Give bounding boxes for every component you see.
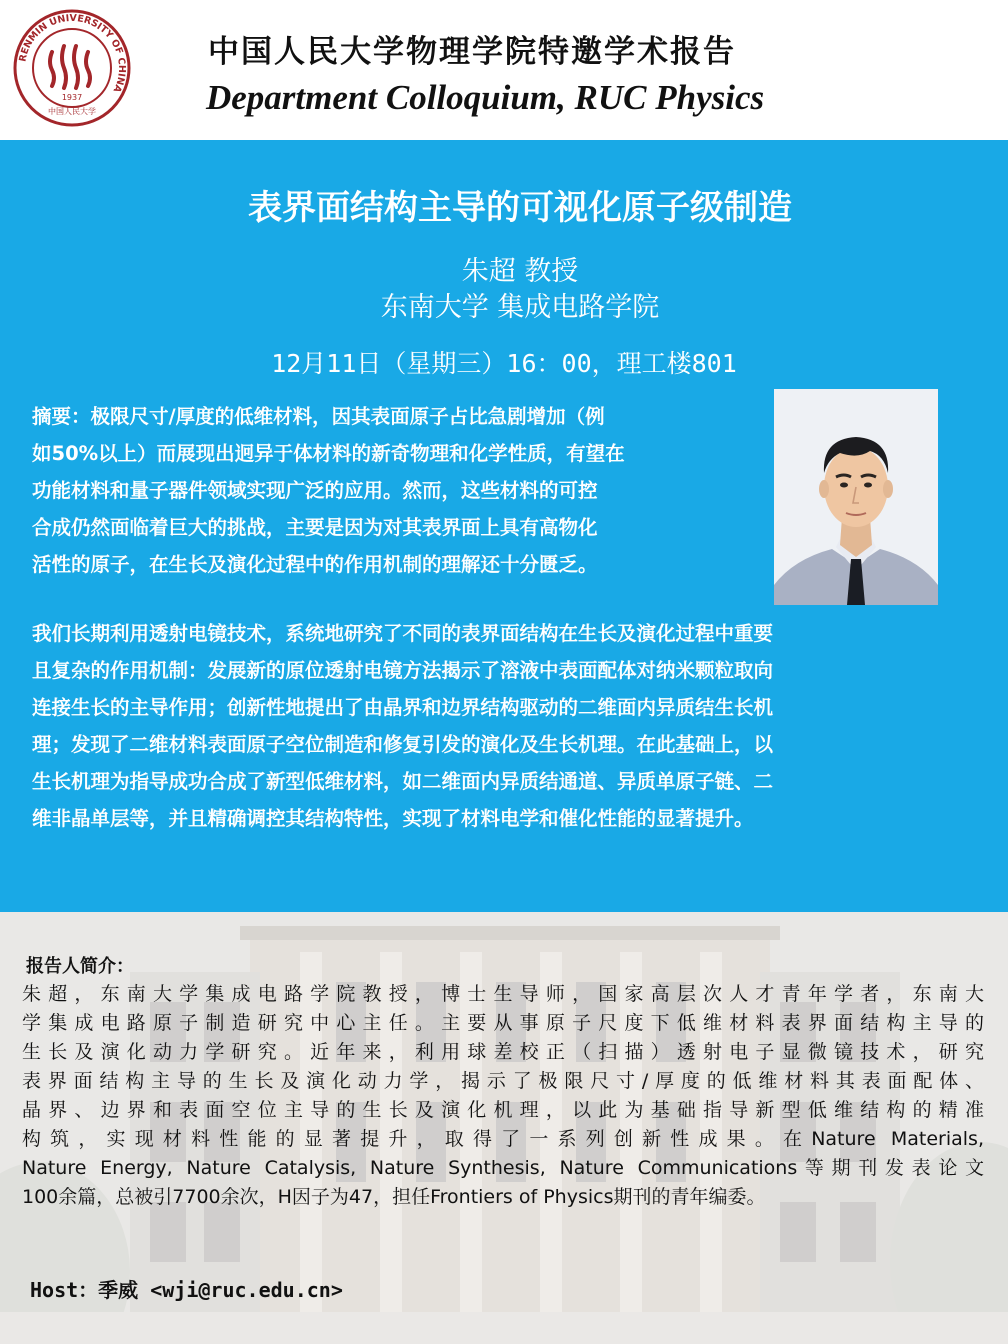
speaker-block: [0, 254, 1008, 326]
title-english: Department Colloquium, RUC Physics: [206, 78, 765, 117]
bio-line: Nature Energy, Nature Catalysis, Nature Synthesis, Nature Communications等期刊发表论文: [22, 1157, 984, 1179]
abstract-line: 合成仍然面临着巨大的挑战，主要是因为对其表界面上具有高物化: [32, 516, 598, 539]
bio-heading: 报告人简介：: [26, 956, 134, 977]
abstract-line: 连接生长的主导作用；创新性地提出了由晶界和边界结构驱动的二维面内异质结生长机: [32, 696, 774, 719]
bio-line: 晶界、边界和表面空位主导的生长及演化机理，以此为基础指导新型低维结构的精准: [22, 1099, 984, 1121]
bio-line: 生长及演化动力学研究。近年来，利用球差校正（扫描）透射电子显微镜技术，研究: [22, 1041, 984, 1063]
abstract-line: 生长机理为指导成功合成了新型低维材料，如二维面内异质结通道、异质单原子链、二: [32, 770, 774, 793]
abstract-part-1: [32, 398, 762, 583]
title-chinese: 中国人民大学物理学院特邀学术报告: [208, 34, 736, 70]
talk-title: 表界面结构主导的可视化原子级制造: [248, 188, 792, 228]
bio-text: [22, 980, 984, 1212]
abstract-part-2: [32, 615, 962, 837]
seal-ring-text: RENMIN UNIVERSITY OF CHINA: [17, 12, 128, 95]
abstract-line: 如50%以上）而展现出迥异于体材料的新奇物理和化学性质，有望在: [32, 442, 625, 465]
bio-line: 100余篇，总被引7700余次，H因子为47，担任Frontiers of Physics期刊的青年编委。: [22, 1186, 766, 1208]
bio-line: 构筑，实现材料性能的显著提升，取得了一系列创新性成果。在Nature Materials,: [22, 1128, 984, 1150]
seal-year: 1937: [61, 93, 83, 102]
bio-line: 表界面结构主导的生长及演化动力学，揭示了极限尺寸/厚度的低维材料其表面配体、: [22, 1070, 984, 1092]
university-seal-icon: [12, 8, 132, 128]
speaker-photo: [774, 389, 938, 605]
abstract-line: 我们长期利用透射电镜技术，系统地研究了不同的表界面结构在生长及演化过程中重要: [32, 622, 774, 645]
abstract-line: 摘要：极限尺寸/厚度的低维材料，因其表面原子占比急剧增加（例: [32, 405, 605, 428]
abstract-line: 且复杂的作用机制：发展新的原位透射电镜方法揭示了溶液中表面配体对纳米颗粒取向: [32, 659, 774, 682]
bio-line: 朱超，东南大学集成电路学院教授，博士生导师，国家高层次人才青年学者，东南大: [22, 983, 984, 1005]
abstract-line: 维非晶单层等，并且精确调控其结构特性，实现了材料电学和催化性能的显著提升。: [32, 807, 754, 830]
abstract-line: 活性的原子，在生长及演化过程中的作用机制的理解还十分匮乏。: [32, 553, 598, 576]
host-contact: Host：季威 <wji@ruc.edu.cn>: [30, 1278, 343, 1302]
bio-line: 学集成电路原子制造研究中心主任。主要从事原子尺度下低维材料表界面结构主导的: [22, 1012, 984, 1034]
time-place: 12月11日（星期三）16：00，理工楼801: [271, 349, 737, 378]
speaker-affiliation: 东南大学 集成电路学院: [380, 292, 660, 323]
abstract-line: 功能材料和量子器件领域实现广泛的应用。然而，这些材料的可控: [32, 479, 598, 502]
poster-header: [0, 0, 1008, 140]
abstract-line: 理；发现了二维材料表面原子空位制造和修复引发的演化及生长机理。在此基础上，以: [32, 733, 774, 756]
speaker-name: 朱超 教授: [461, 256, 579, 287]
seal-motto: 中国人民大学: [48, 107, 96, 116]
